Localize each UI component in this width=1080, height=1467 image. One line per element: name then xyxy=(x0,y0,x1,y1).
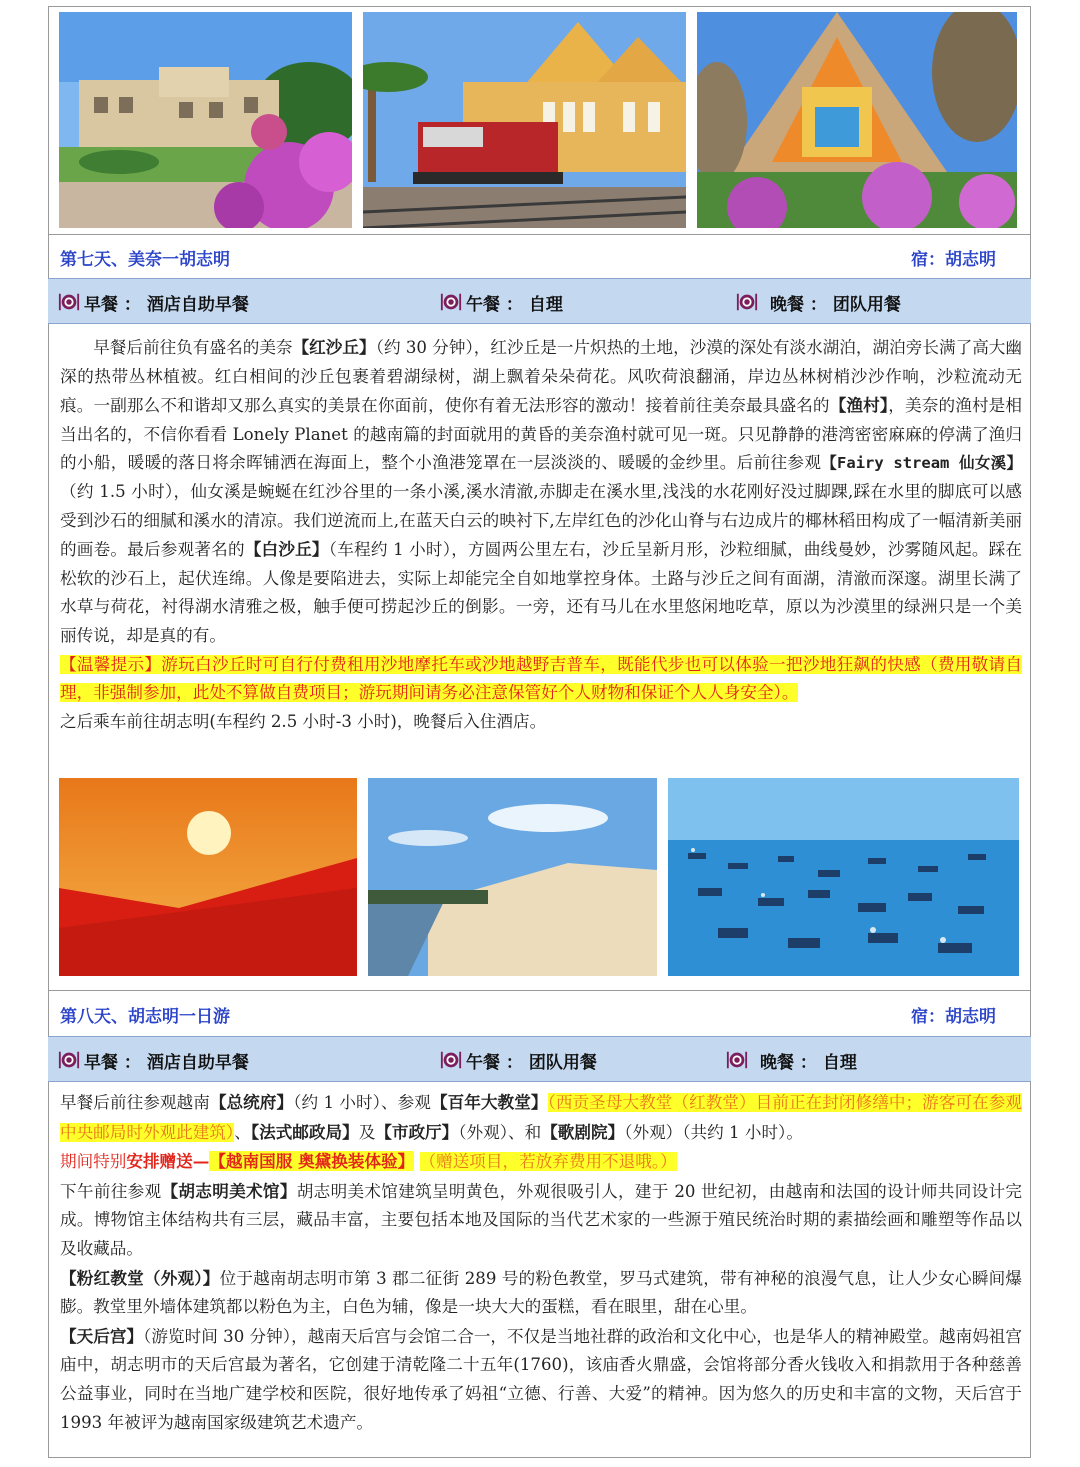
day7-lunch-label: 午餐 ： 自理 xyxy=(466,294,563,315)
day8-paragraph-3: 下午前往参观【胡志明美术馆】胡志明美术馆建筑呈明黄色，外观很吸引人，建于 20 世纪初，由越南和法国的设计师共同设计完成。博物馆主体结构共有三层，藏品丰富，主要包括本地及国际的当代艺术家的一些源于殖民统治时期的素描绘画和雕塑等作品以及收藏品。 xyxy=(60,1180,1023,1258)
day7-dinner xyxy=(736,279,901,325)
day7-paragraph-1: 早餐后前往负有盛名的美奈【红沙丘】（约 30 分钟），红沙丘是一片炽热的土地，沙漠的深处有淡水湖泊，湖泊旁长满了高大幽深的热带丛林植被。红白相间的沙丘包裹着碧湖绿树，湖上飘着朵朵荷花。风吹荷浪翻涌，岸边丛林树梢沙沙作响，沙粒流动无痕。一副那么不和谐却又那么真实的美景在你面前，使你有着无法形容的激动！接着前往美奈最具盛名的【渔村】，美奈的渔村是相当出名的，不信你看看 Lonely Planet 的越南篇的封面就用的黄昏的美奈渔村就可见一斑。只见静静的港湾密密麻麻的停满了渔归的小船，暖暖的落日将余晖铺洒在海面上，整个小渔港笼罩在一层淡淡的、暖暖的金纱里。后前往参观【Fairy stream 仙女溪】（约 1.5 小时），仙女溪是蜿蜒在红沙谷里的一条小溪,溪水清澈,赤脚走在溪水里,浅浅的水花刚好没过脚踝,踩在水里的脚底可以感受到沙石的细腻和溪水的清凉。我们逆流而上,在蓝天白云的映衬下,左岸红色的沙化山脊与右边成片的椰林稻田构成了一幅清新美丽的画卷。最后参观著名的【白沙丘】（车程约 1 小时），方圆两公里左右，沙丘呈新月形，沙粒细腻，曲线曼妙，沙雾随风起。踩在松软的沙石上，起伏连绵。人像是要陷进去，实际上却能完全自如地掌控身体。土路与沙丘之间有面湖，清澈而深邃。湖里长满了水草与荷花，衬得湖水清雅之极，触手便可捞起沙丘的倒影。一旁，还有马儿在水里悠闲地吃草，原以为沙漠里的绿洲只是一个美丽传说，却是真的有。 xyxy=(60,337,1023,645)
day8-lunch xyxy=(440,1037,597,1083)
day8-title-row xyxy=(48,993,1031,1033)
photo-white-sand-dune-lake xyxy=(368,778,657,976)
day7-tip: 【温馨提示】游玩白沙丘时可自行付费租用沙地摩托车或沙地越野吉普车，既能代步也可以体验一把沙地狂飙的快感（费用敬请自理，非强制参加，此处不算做自费项目；游玩期间请务必注意保管好个人财物和保证个人人身安全）。 xyxy=(60,654,1022,703)
photo-colonial-villa xyxy=(59,12,352,228)
day8-dinner-label: 晚餐 ： 自理 xyxy=(760,1052,857,1073)
photo-fishing-village-boats xyxy=(668,778,1019,976)
day8-dinner xyxy=(726,1037,857,1083)
plate-fork-knife-icon xyxy=(58,1049,80,1071)
day8-lunch-label: 午餐 ： 团队用餐 xyxy=(466,1052,597,1073)
day7-description xyxy=(60,333,1022,736)
day7-breakfast xyxy=(58,279,249,325)
day7-title: 第七天、美奈一胡志明 xyxy=(60,250,230,270)
day7-stay: 宿：胡志明 xyxy=(911,250,996,270)
day7-paragraph-2: 之后乘车前往胡志明(车程约 2.5 小时-3 小时)，晚餐后入住酒店。 xyxy=(60,711,547,731)
day8-paragraph-1: 早餐后前往参观越南【总统府】（约 1 小时）、参观【百年大教堂】（西贡圣母大教堂（红教堂）目前正在封闭修缮中；游客可在参观中央邮局时外观此建筑）、【法式邮政局】及【市政厅】（外观）、和【歌剧院】（外观）（共约 1 小时）。 xyxy=(60,1092,1023,1142)
plate-fork-knife-icon xyxy=(736,291,758,313)
day7-dinner-label: 晚餐 ： 团队用餐 xyxy=(770,294,901,315)
day7-title-row xyxy=(48,236,1031,276)
day8-description xyxy=(60,1088,1022,1437)
day8-breakfast-label: 早餐 ： 酒店自助早餐 xyxy=(84,1052,249,1073)
plate-fork-knife-icon xyxy=(58,291,80,313)
day8-paragraph-4: 【粉红教堂（外观）】位于越南胡志明市第 3 郡二征街 289 号的粉色教堂，罗马式建筑，带有神秘的浪漫气息，让人少女心瞬间爆膨。教堂里外墙体建筑都以粉色为主，白色为辅，像是一块大大的蛋糕，看在眼里，甜在心里。 xyxy=(60,1267,1023,1317)
photo-dalat-railway-station xyxy=(363,12,686,228)
day8-meal-bar xyxy=(48,1036,1031,1082)
plate-fork-knife-icon xyxy=(440,291,462,313)
day7-lunch xyxy=(440,279,563,325)
day8-paragraph-5: 【天后宫】（游览时间 30 分钟），越南天后宫与会馆二合一，不仅是当地社群的政治和文化中心，也是华人的精神殿堂。越南妈祖宫庙中，胡志明市的天后宫最为著名，它创建于清乾隆二十五年(1760)，该庙香火鼎盛，会馆将部分香火钱收入和捐款用于各种慈善公益事业，同时在当地广建学校和医院，很好地传承了妈祖“立德、行善、大爱”的精神。因为悠久的历史和丰富的文物，天后宫于 1993 年被评为越南国家级建筑艺术遗产。 xyxy=(60,1325,1023,1432)
day7-meal-bar xyxy=(48,278,1031,324)
photo-crazy-house-roof xyxy=(697,12,1017,228)
photo-red-sand-dune-sunset xyxy=(59,778,357,976)
day8-breakfast xyxy=(58,1037,249,1083)
day7-breakfast-label: 早餐 ： 酒店自助早餐 xyxy=(84,294,249,315)
plate-fork-knife-icon xyxy=(440,1049,462,1071)
plate-fork-knife-icon xyxy=(726,1049,748,1071)
day8-title: 第八天、胡志明一日游 xyxy=(60,1007,230,1027)
day8-gift: 期间特别安排赠送—【越南国服 奥黛换装体验】 （赠送项目，若放弃费用不退哦。） xyxy=(60,1151,677,1172)
day8-stay: 宿：胡志明 xyxy=(911,1007,996,1027)
